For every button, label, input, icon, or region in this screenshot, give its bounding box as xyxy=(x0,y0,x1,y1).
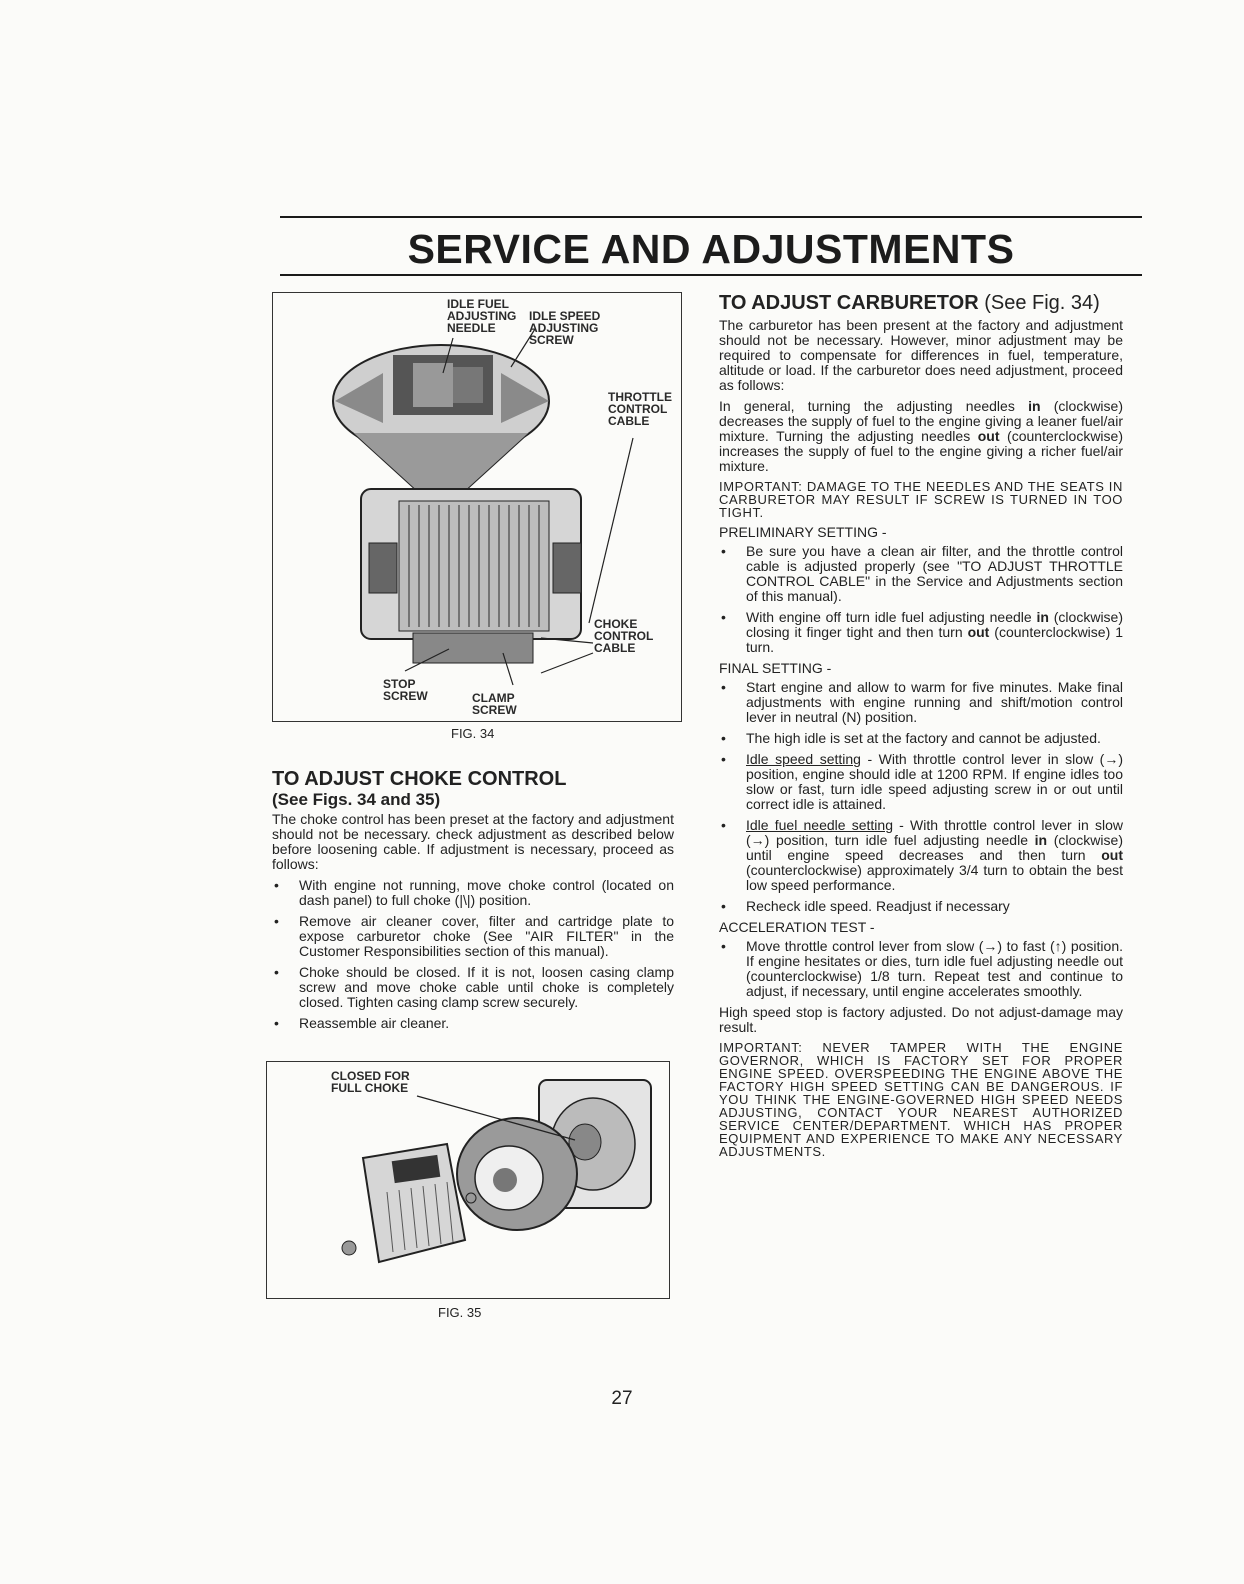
label-idle-fuel-needle: IDLE FUEL ADJUSTING NEEDLE xyxy=(447,297,517,335)
label-choke-cable: CHOKE CONTROL CABLE xyxy=(594,617,654,655)
text: out xyxy=(967,624,990,640)
carb-highspeed: High speed stop is factory adjusted. Do not adjust-damage may result. xyxy=(719,1004,1123,1035)
choke-intro: The choke control has been preset at the factory and adjustment should not be necessary. check adjustment as described below before loosening cable. If adjustment is necessary, proceed as follows: xyxy=(272,811,674,872)
list-item: • Remove air cleaner cover, filter and cartridge plate to expose carburetor choke (See "AIR FILTER" in the Customer Responsibilities section of this manual). xyxy=(272,914,674,959)
fig34-caption: FIG. 34 xyxy=(451,726,495,741)
text: (clockwise) until engine speed decreases and then turn xyxy=(746,832,1123,863)
prelim-heading: PRELIMINARY SETTING - xyxy=(719,524,887,540)
text: With engine off turn idle fuel adjusting needle xyxy=(746,609,1037,625)
text: in xyxy=(1034,832,1048,848)
label-clamp-screw: CLAMP SCREW xyxy=(472,691,517,717)
text: In general, turning the adjusting needles xyxy=(719,398,1029,414)
choke-subtitle: (See Figs. 34 and 35) xyxy=(272,790,441,809)
final-list xyxy=(719,680,1123,914)
text: - With throttle control lever in slow (→) position, turn idle fuel adjusting needle xyxy=(746,817,1123,848)
fig35-caption: FIG. 35 xyxy=(438,1305,482,1320)
carb-title-main: TO ADJUST CARBURETOR xyxy=(719,292,979,314)
label-stop-screw: STOP SCREW xyxy=(383,677,428,703)
text: (counterclockwise) increases the supply of fuel to the engine giving a richer fuel/air mixture. xyxy=(719,428,1123,474)
title-rule xyxy=(280,274,1142,276)
accel-list xyxy=(719,939,1123,999)
carb-p1: The carburetor has been present at the factory and adjustment should not be necessary. However, minor adjustment may be required to compensate for differences in fuel, temperature, altitude or load. If the carburetor does need adjustment, proceed as follows: xyxy=(719,317,1123,393)
choke-section xyxy=(272,768,674,1037)
list-item: • Choke should be closed. If it is not, loosen casing clamp screw and move choke cable until choke is completely closed. Tighten casing clamp screw securely. xyxy=(272,965,674,1010)
list-item: • Start engine and allow to warm for five minutes. Make final adjustments with engine running and shift/motion control lever in neutral (N) position. xyxy=(719,680,1123,725)
list-item: • The high idle is set at the factory and cannot be adjusted. xyxy=(719,731,1123,746)
list-item: • With engine not running, move choke control (located on dash panel) to full choke (|\|) position. xyxy=(272,878,674,908)
carb-title-ref: (See Fig. 34) xyxy=(984,292,1100,314)
text: (clockwise) closing it finger tight and then turn xyxy=(746,609,1124,640)
text: in xyxy=(1036,609,1049,625)
choke-title: TO ADJUST CHOKE CONTROL xyxy=(272,768,567,790)
list-item xyxy=(719,818,1123,893)
list-item: • Recheck idle speed. Readjust if necessary xyxy=(719,899,1123,914)
text: - With throttle control lever in slow (→) position, engine should idle at 1200 RPM. If engine idles too slow or fast, turn idle speed adjusting screw in or out until correct idle is attained. xyxy=(746,751,1124,812)
carburetor-section xyxy=(719,292,1123,1164)
carb-title xyxy=(719,292,1123,314)
text: out xyxy=(1101,847,1123,863)
list-item xyxy=(719,610,1123,655)
text: out xyxy=(977,428,1000,444)
list-item: • Move throttle control lever from slow (→) to fast (↑) position. If engine hesitates or dies, turn idle fuel adjusting needle out (counterclockwise) 1/8 turn. Repeat test and continue to adjust, if necessary, until engine accelerates smoothly. xyxy=(719,939,1123,999)
list-item xyxy=(719,752,1123,812)
carb-important-1: IMPORTANT: DAMAGE TO THE NEEDLES AND THE SEATS IN CARBURETOR MAY RESULT IF SCREW IS TURNED IN TOO TIGHT. xyxy=(719,479,1123,520)
list-item: • Be sure you have a clean air filter, and the throttle control cable is adjusted properly (see "TO ADJUST THROTTLE CONTROL CABLE" in the Service and Adjustments section of this manual). xyxy=(719,544,1123,604)
text: Idle speed setting xyxy=(746,751,861,767)
text: Idle fuel needle setting xyxy=(746,817,893,833)
text: (counterclockwise) 1 turn. xyxy=(746,624,1123,655)
label-throttle-cable: THROTTLE CONTROL CABLE xyxy=(608,390,672,428)
carb-important-2: IMPORTANT: NEVER TAMPER WITH THE ENGINE GOVERNOR, WHICH IS FACTORY SET FOR PROPER ENGINE SPEED. OVERSPEEDING THE ENGINE ABOVE THE FACTORY HIGH SPEED SETTING CAN BE DANGEROUS. IF YOU THINK THE ENGINE-GOVERNED HIGH SPEED NEEDS ADJUSTING, CONTACT YOUR NEAREST AUTHORIZED SERVICE CENTER/DEPARTMENT. WHICH HAS PROPER EQUIPMENT AND EXPERIENCE TO MAKE ANY NECESSARY ADJUSTMENTS. xyxy=(719,1040,1123,1159)
fig35-air-cleaner-illustration xyxy=(267,1062,667,1296)
top-rule xyxy=(280,216,1142,218)
prelim-list xyxy=(719,544,1123,655)
choke-steps xyxy=(272,878,674,1031)
accel-heading: ACCELERATION TEST - xyxy=(719,919,875,935)
label-idle-speed-screw: IDLE SPEED ADJUSTING SCREW xyxy=(529,309,601,347)
text: (counterclockwise) approximately 3/4 turn to obtain the best low speed performance. xyxy=(746,862,1123,893)
page-title: SERVICE AND ADJUSTMENTS xyxy=(407,226,1015,272)
fig34-engine-illustration xyxy=(273,293,679,719)
page-number: 27 xyxy=(611,1388,633,1409)
text: in xyxy=(1028,398,1041,414)
final-heading: FINAL SETTING - xyxy=(719,660,832,676)
carb-p2 xyxy=(719,399,1123,474)
label-closed-full-choke: CLOSED FOR FULL CHOKE xyxy=(331,1069,410,1095)
list-item: • Reassemble air cleaner. xyxy=(272,1016,674,1031)
text: (clockwise) decreases the supply of fuel to the engine giving a leaner fuel/air mixture. Turning the adjusting needles xyxy=(719,398,1123,444)
